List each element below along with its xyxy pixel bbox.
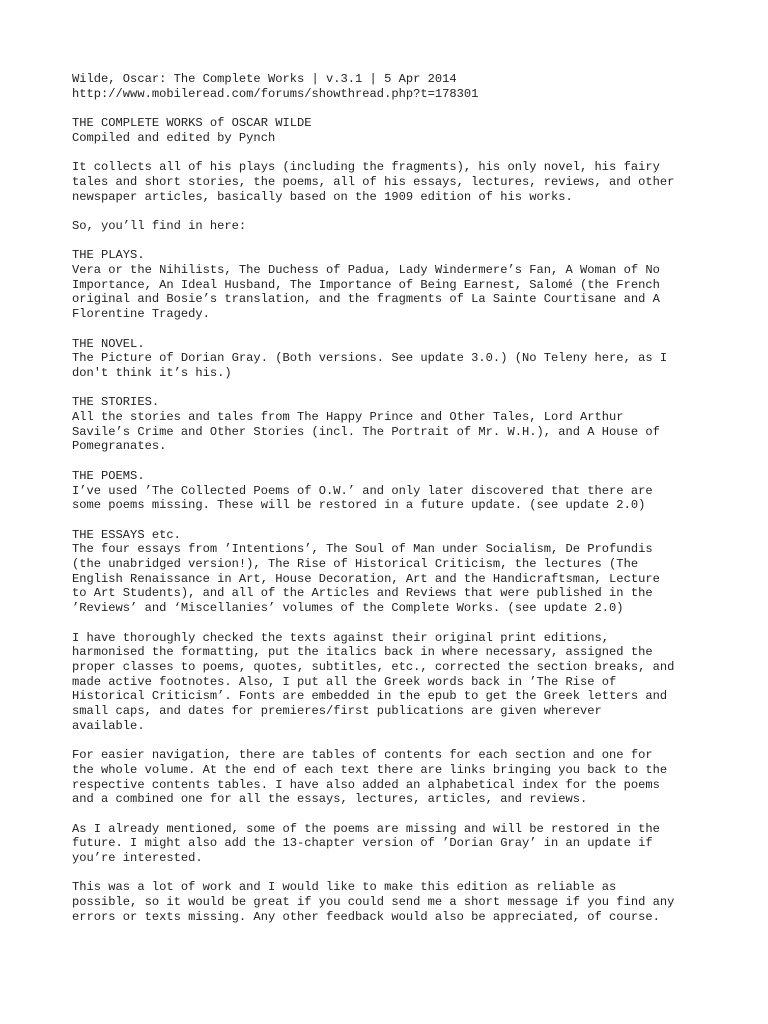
essays-line: (the unabridged version!), The Rise of Historical Criticism, the lectures (The (72, 557, 639, 572)
intro-line: It collects all of his plays (including the fragments), his only novel, his fairy (72, 160, 660, 175)
mentioned-line: future. I might also add the 13-chapter version of ’Dorian Gray’ in an update if (72, 836, 653, 851)
novel-section (72, 337, 712, 381)
intro-line: tales and short stories, the poems, all of his essays, lectures, reviews, and other (72, 174, 675, 189)
checked-line: made active footnotes. Also, I put all the Greek words back in ’The Rise of (72, 674, 617, 689)
navigation-paragraph (72, 748, 712, 807)
document-page (72, 72, 712, 925)
checked-line: available. (72, 718, 145, 733)
poems-line: I’ve used ’The Collected Poems of O.W.’ and only later discovered that there are (72, 483, 653, 498)
essays-line: English Renaissance in Art, House Decoration, Art and the Handicraftsman, Lecture (72, 571, 660, 586)
navigation-line: respective contents tables. I have also added an alphabetical index for the poems (72, 777, 660, 792)
title-block (72, 116, 712, 145)
stories-line: All the stories and tales from The Happy Prince and Other Tales, Lord Arthur (72, 410, 624, 425)
essays-line: The four essays from ’Intentions’, The Soul of Man under Socialism, De Profundis (72, 542, 653, 557)
essays-section (72, 528, 712, 616)
navigation-line: For easier navigation, there are tables of contents for each section and one for (72, 748, 653, 763)
document-title: THE COMPLETE WORKS of OSCAR WILDE (72, 116, 312, 131)
intro-paragraph (72, 160, 712, 204)
closing-line: This was a lot of work and I would like to make this edition as reliable as (72, 880, 617, 895)
poems-heading: THE POEMS. (72, 468, 145, 483)
mentioned-paragraph (72, 822, 712, 866)
checked-line: Historical Criticism’. Fonts are embedded in the epub to get the Greek letters and (72, 689, 668, 704)
closing-line: possible, so it would be great if you could send me a short message if you find any (72, 895, 675, 910)
essays-line: ’Reviews’ and ‘Miscellanies’ volumes of the Complete Works. (see update 2.0) (72, 601, 624, 616)
essays-heading: THE ESSAYS etc. (72, 527, 181, 542)
stories-section (72, 395, 712, 454)
checked-line: small caps, and dates for premieres/first publications are given wherever (72, 704, 602, 719)
novel-heading: THE NOVEL. (72, 336, 145, 351)
plays-line: Florentine Tragedy. (72, 307, 210, 322)
navigation-line: the whole volume. At the end of each text there are links bringing you back to the (72, 762, 668, 777)
poems-section (72, 469, 712, 513)
essays-line: to Art Students), and all of the Articles and Reviews that were published in the (72, 586, 653, 601)
poems-line: some poems missing. These will be restored in a future update. (see update 2.0) (72, 498, 646, 513)
checked-line: I have thoroughly checked the texts against their original print editions, (72, 630, 610, 645)
plays-section (72, 248, 712, 322)
checked-line: harmonised the formatting, put the italics back in where necessary, assigned the (72, 645, 653, 660)
header-url-line: http://www.mobileread.com/forums/showthread.php?t=178301 (72, 86, 479, 101)
stories-line: Savile’s Crime and Other Stories (incl. The Portrait of Mr. W.H.), and A House of (72, 424, 660, 439)
navigation-line: and a combined one for all the essays, lectures, articles, and reviews. (72, 792, 588, 807)
checked-line: proper classes to poems, quotes, subtitles, etc., corrected the section breaks, and (72, 659, 675, 674)
novel-line: don't think it’s his.) (72, 365, 232, 380)
find-paragraph: So, you’ll find in here: (72, 218, 247, 233)
plays-heading: THE PLAYS. (72, 248, 145, 263)
closing-paragraph (72, 880, 712, 924)
intro-line: newspaper articles, basically based on the 1909 edition of his works. (72, 189, 573, 204)
mentioned-line: As I already mentioned, some of the poems are missing and will be restored in the (72, 821, 660, 836)
novel-line: The Picture of Dorian Gray. (Both versions. See update 3.0.) (No Teleny here, as I (72, 351, 668, 366)
header-block (72, 72, 712, 101)
plays-line: original and Bosie’s translation, and the fragments of La Sainte Courtisane and A (72, 292, 660, 307)
closing-line: errors or texts missing. Any other feedback would also be appreciated, of course. (72, 909, 660, 924)
document-byline: Compiled and edited by Pynch (72, 130, 276, 145)
stories-heading: THE STORIES. (72, 395, 160, 410)
checked-paragraph (72, 631, 712, 734)
plays-line: Vera or the Nihilists, The Duchess of Padua, Lady Windermere’s Fan, A Woman of No (72, 263, 660, 278)
plays-line: Importance, An Ideal Husband, The Importance of Being Earnest, Salomé (the French (72, 277, 660, 292)
mentioned-line: you’re interested. (72, 851, 203, 866)
stories-line: Pomegranates. (72, 439, 167, 454)
header-title-line: Wilde, Oscar: The Complete Works | v.3.1 | 5 Apr 2014 (72, 72, 457, 86)
